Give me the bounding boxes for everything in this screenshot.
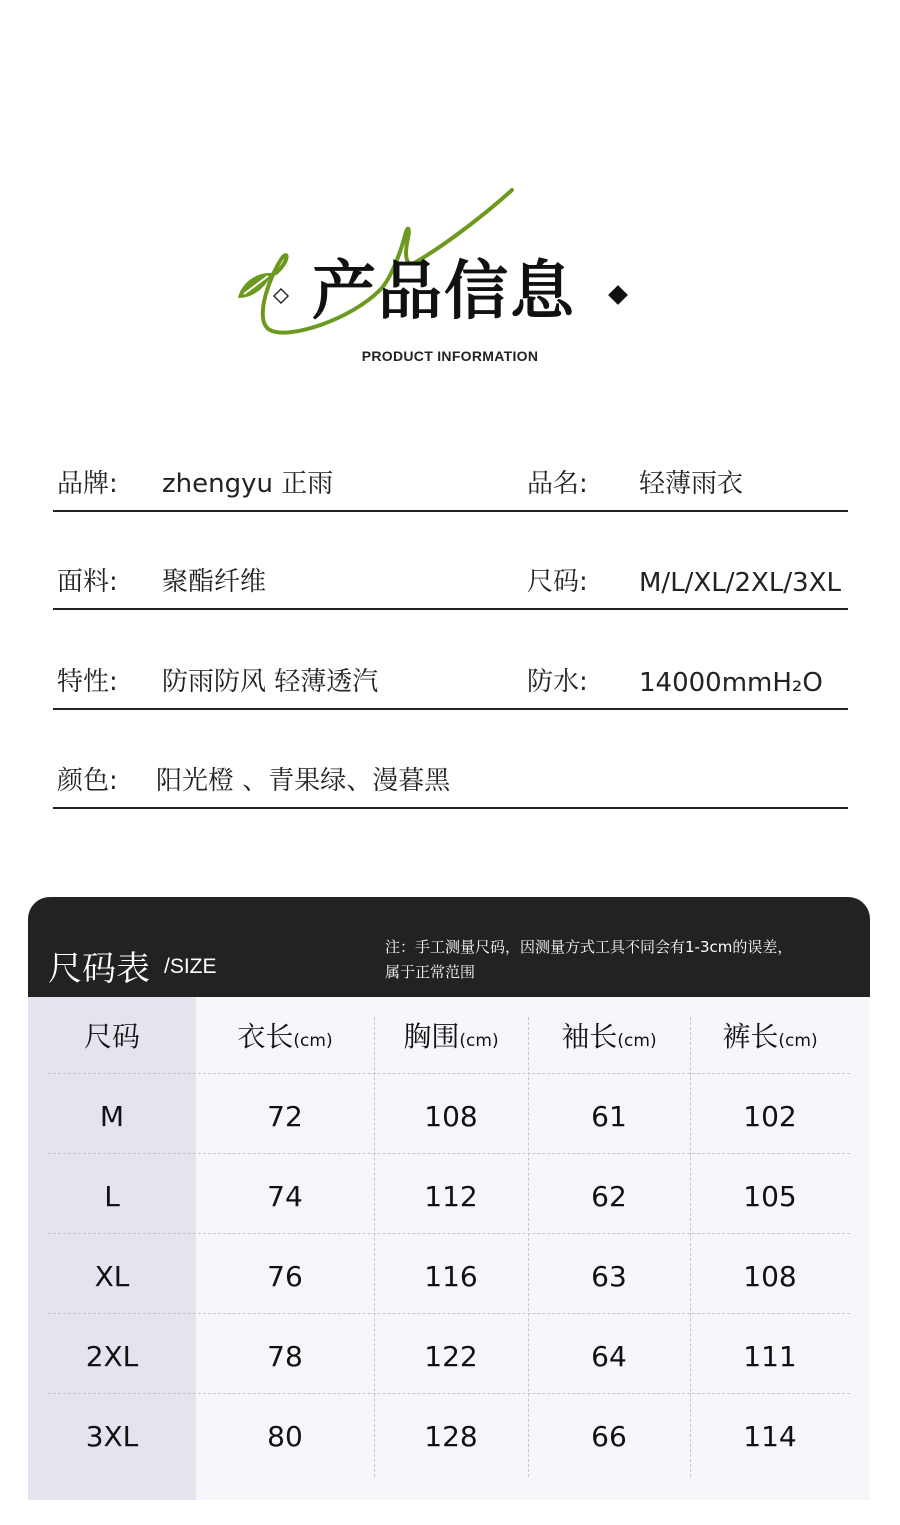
size-note-line-1: 注：手工测量尺码，因测量方式工具不同会有1-3cm的误差，	[385, 938, 793, 956]
header-name: 胸围	[403, 1020, 460, 1053]
info-row-feature	[53, 648, 848, 710]
measurement-cell: 72	[267, 1100, 303, 1133]
measurement-cell: 76	[267, 1260, 303, 1293]
info-row-brand	[53, 450, 848, 512]
product-name-value: 轻薄雨衣	[639, 469, 744, 499]
brand-label: 品牌:	[57, 469, 118, 499]
measurement-cell: 74	[267, 1180, 303, 1213]
measurement-cell: 62	[591, 1180, 627, 1213]
color-value: 阳光橙 、青果绿、漫暮黑	[156, 766, 451, 796]
measurement-cell: 63	[591, 1260, 627, 1293]
measurement-cell: 102	[743, 1100, 797, 1133]
header-unit: (cm)	[459, 1031, 499, 1051]
size-value: M/L/XL/2XL/3XL	[639, 568, 841, 598]
page-title: 产品信息	[312, 255, 576, 329]
header-unit: (cm)	[617, 1031, 657, 1051]
size-cell: 2XL	[85, 1340, 139, 1373]
product-name-label: 品名:	[527, 469, 588, 499]
diamond-icon	[608, 285, 628, 305]
feature-value: 防雨防风 轻薄透汽	[162, 667, 379, 697]
size-label: 尺码:	[527, 567, 588, 597]
header-name: 尺码	[83, 1020, 140, 1053]
info-row-fabric	[53, 548, 848, 610]
info-row-color	[53, 747, 848, 809]
measurement-cell: 105	[743, 1180, 797, 1213]
header-unit: (cm)	[293, 1031, 333, 1051]
size-cell: M	[99, 1100, 125, 1133]
header-unit: (cm)	[778, 1031, 818, 1051]
size-chart	[28, 897, 870, 1500]
size-cell: L	[104, 1180, 120, 1213]
size-chart-header	[28, 897, 870, 997]
size-note-line-2: 属于正常范围	[385, 963, 476, 981]
header-name: 衣长	[237, 1020, 294, 1053]
measurement-cell: 80	[267, 1420, 303, 1453]
size-cell: XL	[94, 1260, 130, 1293]
fabric-value: 聚酯纤维	[162, 567, 267, 597]
measurement-cell: 61	[591, 1100, 627, 1133]
measurement-cell: 108	[424, 1100, 478, 1133]
measurement-cell: 114	[743, 1420, 797, 1453]
header-name: 裤长	[722, 1020, 779, 1053]
color-label: 颜色:	[57, 766, 118, 796]
feature-label: 特性:	[57, 667, 118, 697]
table-header-cell	[690, 997, 850, 1077]
fabric-label: 面料:	[57, 567, 118, 597]
measurement-cell: 66	[591, 1420, 627, 1453]
measurement-cell: 122	[424, 1340, 478, 1373]
measurement-cell: 108	[743, 1260, 797, 1293]
page-subtitle: PRODUCT INFORMATION	[361, 348, 539, 364]
waterproof-label: 防水:	[527, 667, 588, 697]
table-header-cell	[196, 997, 374, 1077]
size-cell: 3XL	[85, 1420, 139, 1453]
brand-value: zhengyu 正雨	[162, 469, 334, 499]
size-table	[28, 997, 870, 1500]
size-chart-title: 尺码表	[48, 949, 150, 989]
measurement-cell: 112	[424, 1180, 478, 1213]
table-header-cell	[28, 997, 196, 1077]
measurement-cell: 78	[267, 1340, 303, 1373]
size-chart-title-en: /SIZE	[164, 955, 217, 978]
table-header-cell	[374, 997, 528, 1077]
table-header-cell	[528, 997, 690, 1077]
size-chart-note	[385, 935, 865, 985]
measurement-cell: 64	[591, 1340, 627, 1373]
measurement-cell: 111	[743, 1340, 797, 1373]
waterproof-value: 14000mmH₂O	[639, 668, 823, 698]
measurement-cell: 116	[424, 1260, 478, 1293]
header-name: 袖长	[561, 1020, 618, 1053]
measurement-cell: 128	[424, 1420, 478, 1453]
